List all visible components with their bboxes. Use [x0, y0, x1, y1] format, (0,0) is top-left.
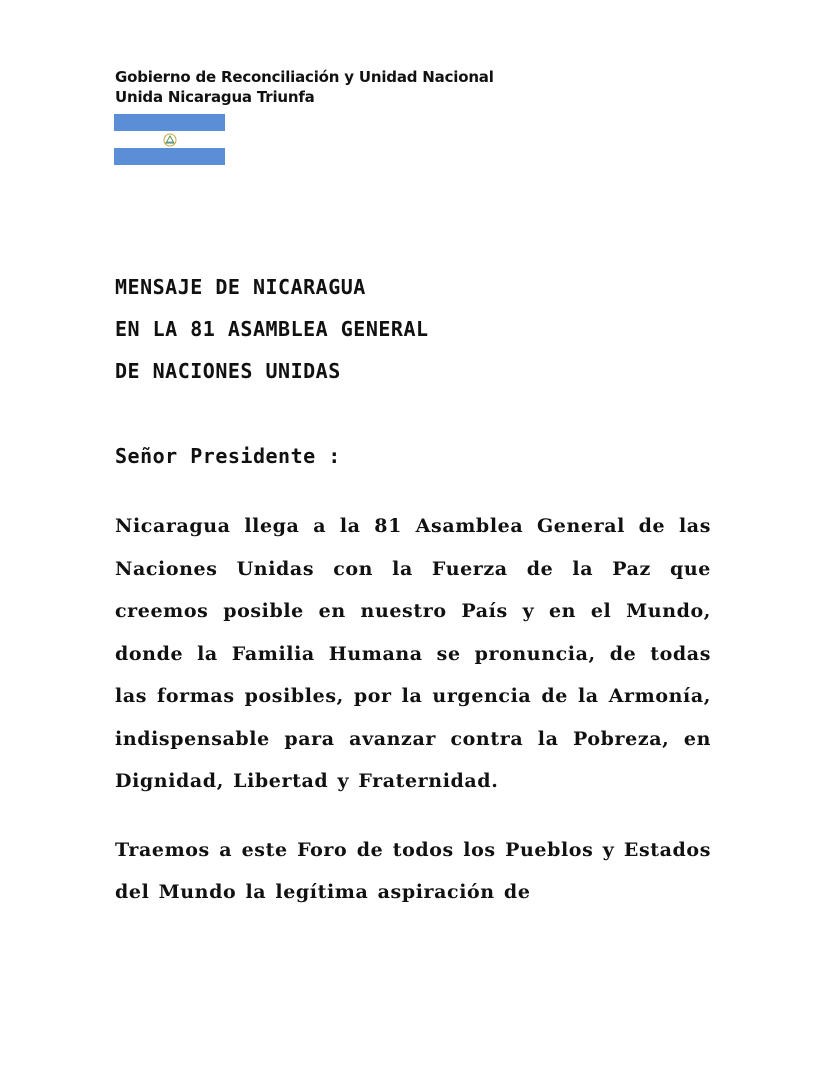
- flag-bottom-stripe: [114, 148, 225, 165]
- coat-of-arms-icon: [163, 133, 177, 147]
- title-line-3: DE NACIONES UNIDAS: [115, 359, 341, 383]
- paragraph: Nicaragua llega a la 81 Asamblea General de las Naciones Unidas con la Fuerza de la Paz que creemos posible en nuestro País y en el Mundo, donde la Familia Humana se pronuncia, de todas las formas posibles, por la urgencia de la Armonía, indispensable para avanzar contra la Pobreza, en Dignidad, Libertad y Fraternidad.: [115, 515, 711, 792]
- title-line-2: EN LA 81 ASAMBLEA GENERAL: [115, 317, 429, 341]
- document-body: [115, 266, 711, 933]
- government-name: Gobierno de Reconciliación y Unidad Nacional: [115, 68, 494, 86]
- salutation: Señor Presidente :: [115, 444, 341, 468]
- flag-middle-stripe: [114, 131, 225, 148]
- nicaragua-flag-icon: [114, 114, 225, 165]
- flag-top-stripe: [114, 114, 225, 131]
- title-line-1: MENSAJE DE NICARAGUA: [115, 275, 366, 299]
- government-slogan: Unida Nicaragua Triunfa: [115, 88, 315, 106]
- paragraph: Traemos a este Foro de todos los Pueblos y Estados del Mundo la legítima aspiración de: [115, 838, 711, 903]
- document-header: [115, 67, 494, 107]
